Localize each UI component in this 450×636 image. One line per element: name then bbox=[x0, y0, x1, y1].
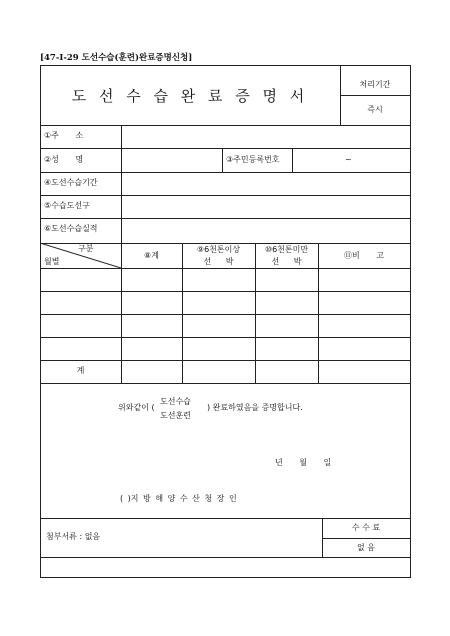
statement-option-drill: 도선훈련 bbox=[160, 411, 191, 420]
page-title: 도 선 수 습 완 료 증 명 서 bbox=[71, 87, 309, 105]
date-line: 년 월 일 bbox=[275, 458, 332, 467]
attachments-note: 첨부서류 : 없음 bbox=[46, 532, 101, 541]
period-label: ④도선수습기간 bbox=[44, 178, 98, 187]
header-category: 구분 bbox=[78, 244, 94, 253]
resident-number-label: ③주민등록번호 bbox=[226, 155, 280, 164]
processing-period-label: 처리기간 bbox=[359, 80, 391, 89]
address-label: ①주 소 bbox=[44, 131, 84, 140]
resident-number-tilde: ~ bbox=[345, 155, 352, 164]
fee-label: 수 수 료 bbox=[351, 523, 381, 532]
area-label: ⑤수습도선구 bbox=[44, 201, 90, 210]
header-under-6000-top: ⑩6천톤미만 bbox=[264, 245, 309, 254]
record-label: ⑥도선수습실적 bbox=[44, 224, 98, 233]
processing-period-value: 즉시 bbox=[367, 105, 383, 114]
header-under-6000-bottom: 선 박 bbox=[271, 257, 302, 266]
header-over-6000-bottom: 선 박 bbox=[203, 257, 234, 266]
total-row-label: 계 bbox=[76, 366, 85, 375]
statement-prefix: 위와같이 ( bbox=[118, 403, 155, 412]
fee-value: 없 음 bbox=[357, 543, 375, 552]
statement-option-training: 도선수습 bbox=[160, 397, 191, 406]
issuer-line: ( )지 방 해 양 수 산 청 장 인 bbox=[120, 494, 237, 503]
header-over-6000-top: ⑨6천톤이상 bbox=[196, 245, 241, 254]
header-total: ⑧계 bbox=[144, 251, 159, 260]
statement-suffix: ) 완료하였음을 증명합니다. bbox=[207, 403, 303, 412]
header-month: 월별 bbox=[44, 257, 60, 266]
form-code: [47-I-29 도선수습(훈련)완료증명신청] bbox=[40, 53, 193, 63]
name-label: ②성 명 bbox=[44, 155, 84, 164]
header-remarks: ⑪비 고 bbox=[344, 251, 384, 260]
